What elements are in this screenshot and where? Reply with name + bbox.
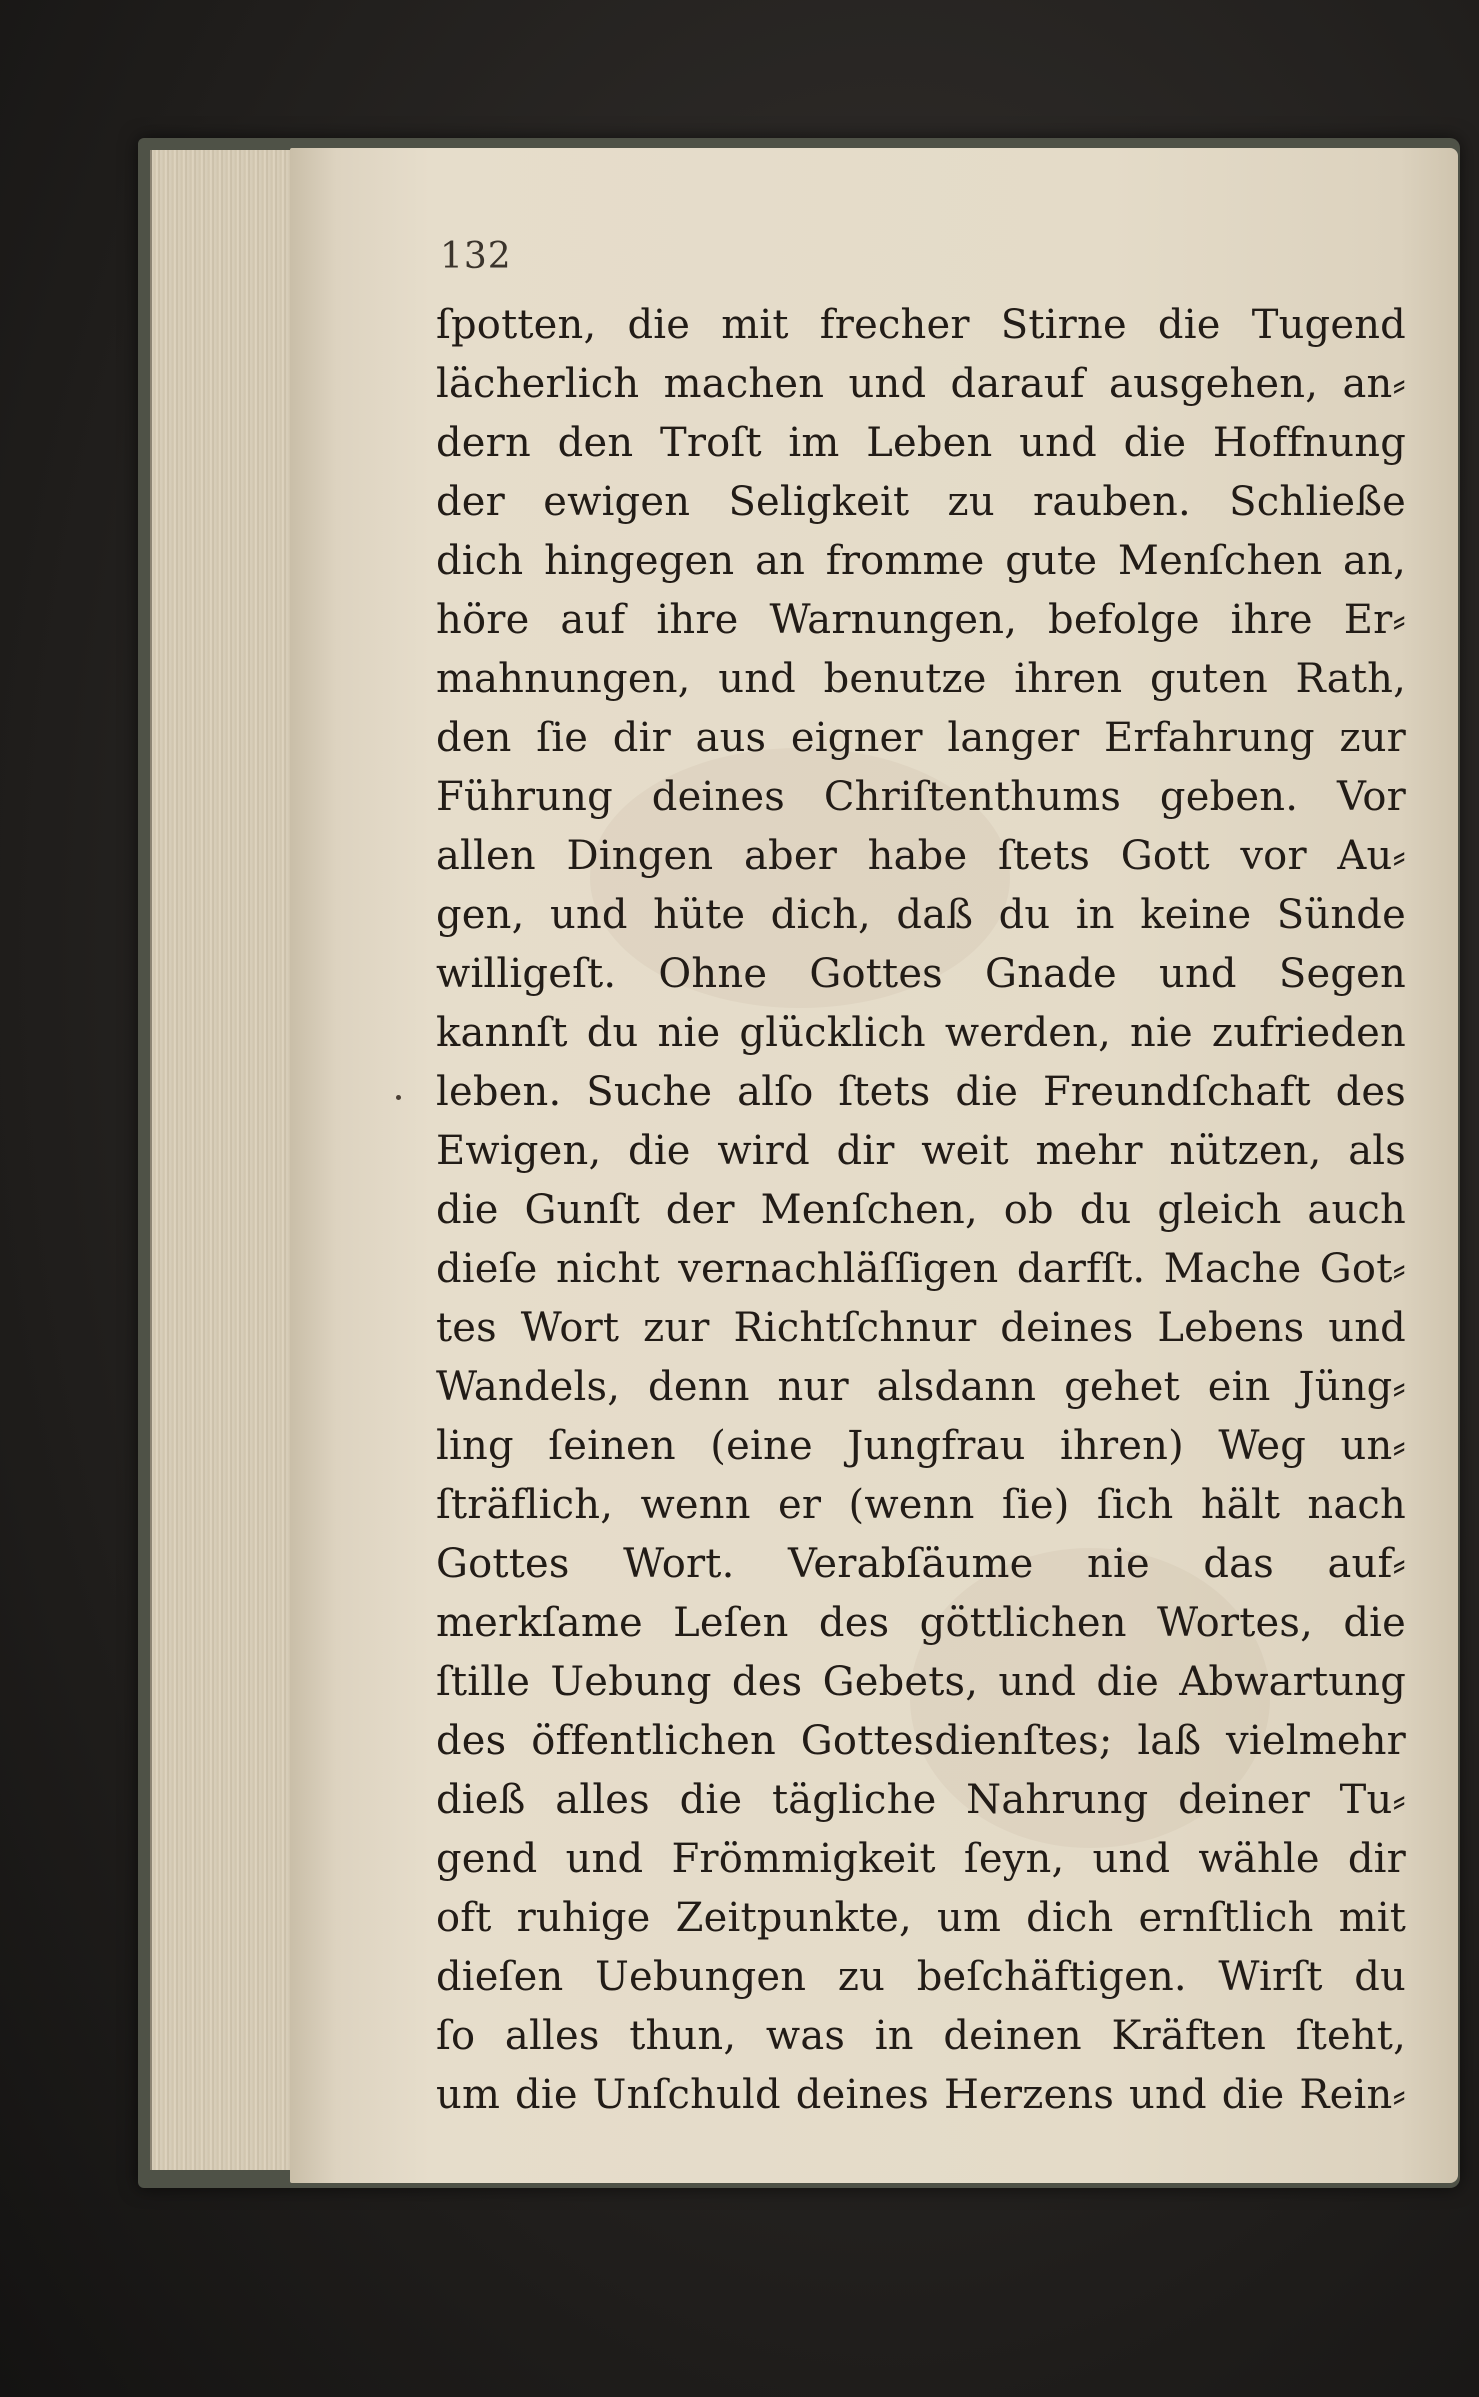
text-line: allen Dingen aber habe ſtets Gott vor Au⸗ [436,833,1406,879]
text-line: dieſen Uebungen zu beſchäftigen. Wirſt du [436,1954,1406,2000]
text-line: merkſame Leſen des göttlichen Wortes, die [436,1600,1406,1646]
text-line: Wandels, denn nur alsdann gehet ein Jüng⸗ [436,1364,1406,1410]
text-line: Führung deines Chriſtenthums geben. Vor [436,774,1406,820]
text-line: um die Unſchuld deines Herzens und die Rein⸗ [436,2072,1406,2118]
text-line: tes Wort zur Richtſchnur deines Lebens und [436,1305,1406,1351]
text-line: ſo alles thun, was in deinen Kräften ſteht, [436,2013,1406,2059]
text-line: Gottes Wort. Verabſäume nie das auf⸗ [436,1541,1406,1587]
text-line: dieſe nicht vernachläſſigen darfſt. Mache Got⸗ [436,1246,1406,1292]
page-text [436,296,1406,2125]
text-line: höre auf ihre Warnungen, befolge ihre Er⸗ [436,597,1406,643]
text-line: den ſie dir aus eigner langer Erfahrung zur [436,715,1406,761]
text-line: gen, und hüte dich, daß du in keine Sünde [436,892,1406,938]
text-line: kannſt du nie glücklich werden, nie zufrieden [436,1010,1406,1056]
text-line: mahnungen, und benutze ihren guten Rath, [436,656,1406,702]
text-line: ſpotten, die mit frecher Stirne die Tugend [436,302,1406,348]
text-line: die Gunſt der Menſchen, ob du gleich auch [436,1187,1406,1233]
text-line: dern den Troſt im Leben und die Hoffnung [436,420,1406,466]
text-line: Ewigen, die wird dir weit mehr nützen, als [436,1128,1406,1174]
text-line: dich hingegen an fromme gute Menſchen an, [436,538,1406,584]
text-line: des öffentlichen Gottesdienſtes; laß vielmehr [436,1718,1406,1764]
text-line: ling ſeinen (eine Jungfrau ihren) Weg un⸗ [436,1423,1406,1469]
text-line: willigeſt. Ohne Gottes Gnade und Segen [436,951,1406,997]
text-line: dieß alles die tägliche Nahrung deiner Tu⸗ [436,1777,1406,1823]
margin-mark [396,1095,401,1100]
text-line: ſtille Uebung des Gebets, und die Abwartung [436,1659,1406,1705]
text-line: oft ruhige Zeitpunkte, um dich ernſtlich mit [436,1895,1406,1941]
text-line: gend und Frömmigkeit ſeyn, und wähle dir [436,1836,1406,1882]
page-number: 132 [440,236,512,277]
text-line: lächerlich machen und darauf ausgehen, an⸗ [436,361,1406,407]
text-line: der ewigen Seligkeit zu rauben. Schließe [436,479,1406,525]
text-line: leben. Suche alſo ſtets die Freundſchaft des [436,1069,1406,1115]
text-line: ſträflich, wenn er (wenn ſie) ſich hält nach [436,1482,1406,1528]
